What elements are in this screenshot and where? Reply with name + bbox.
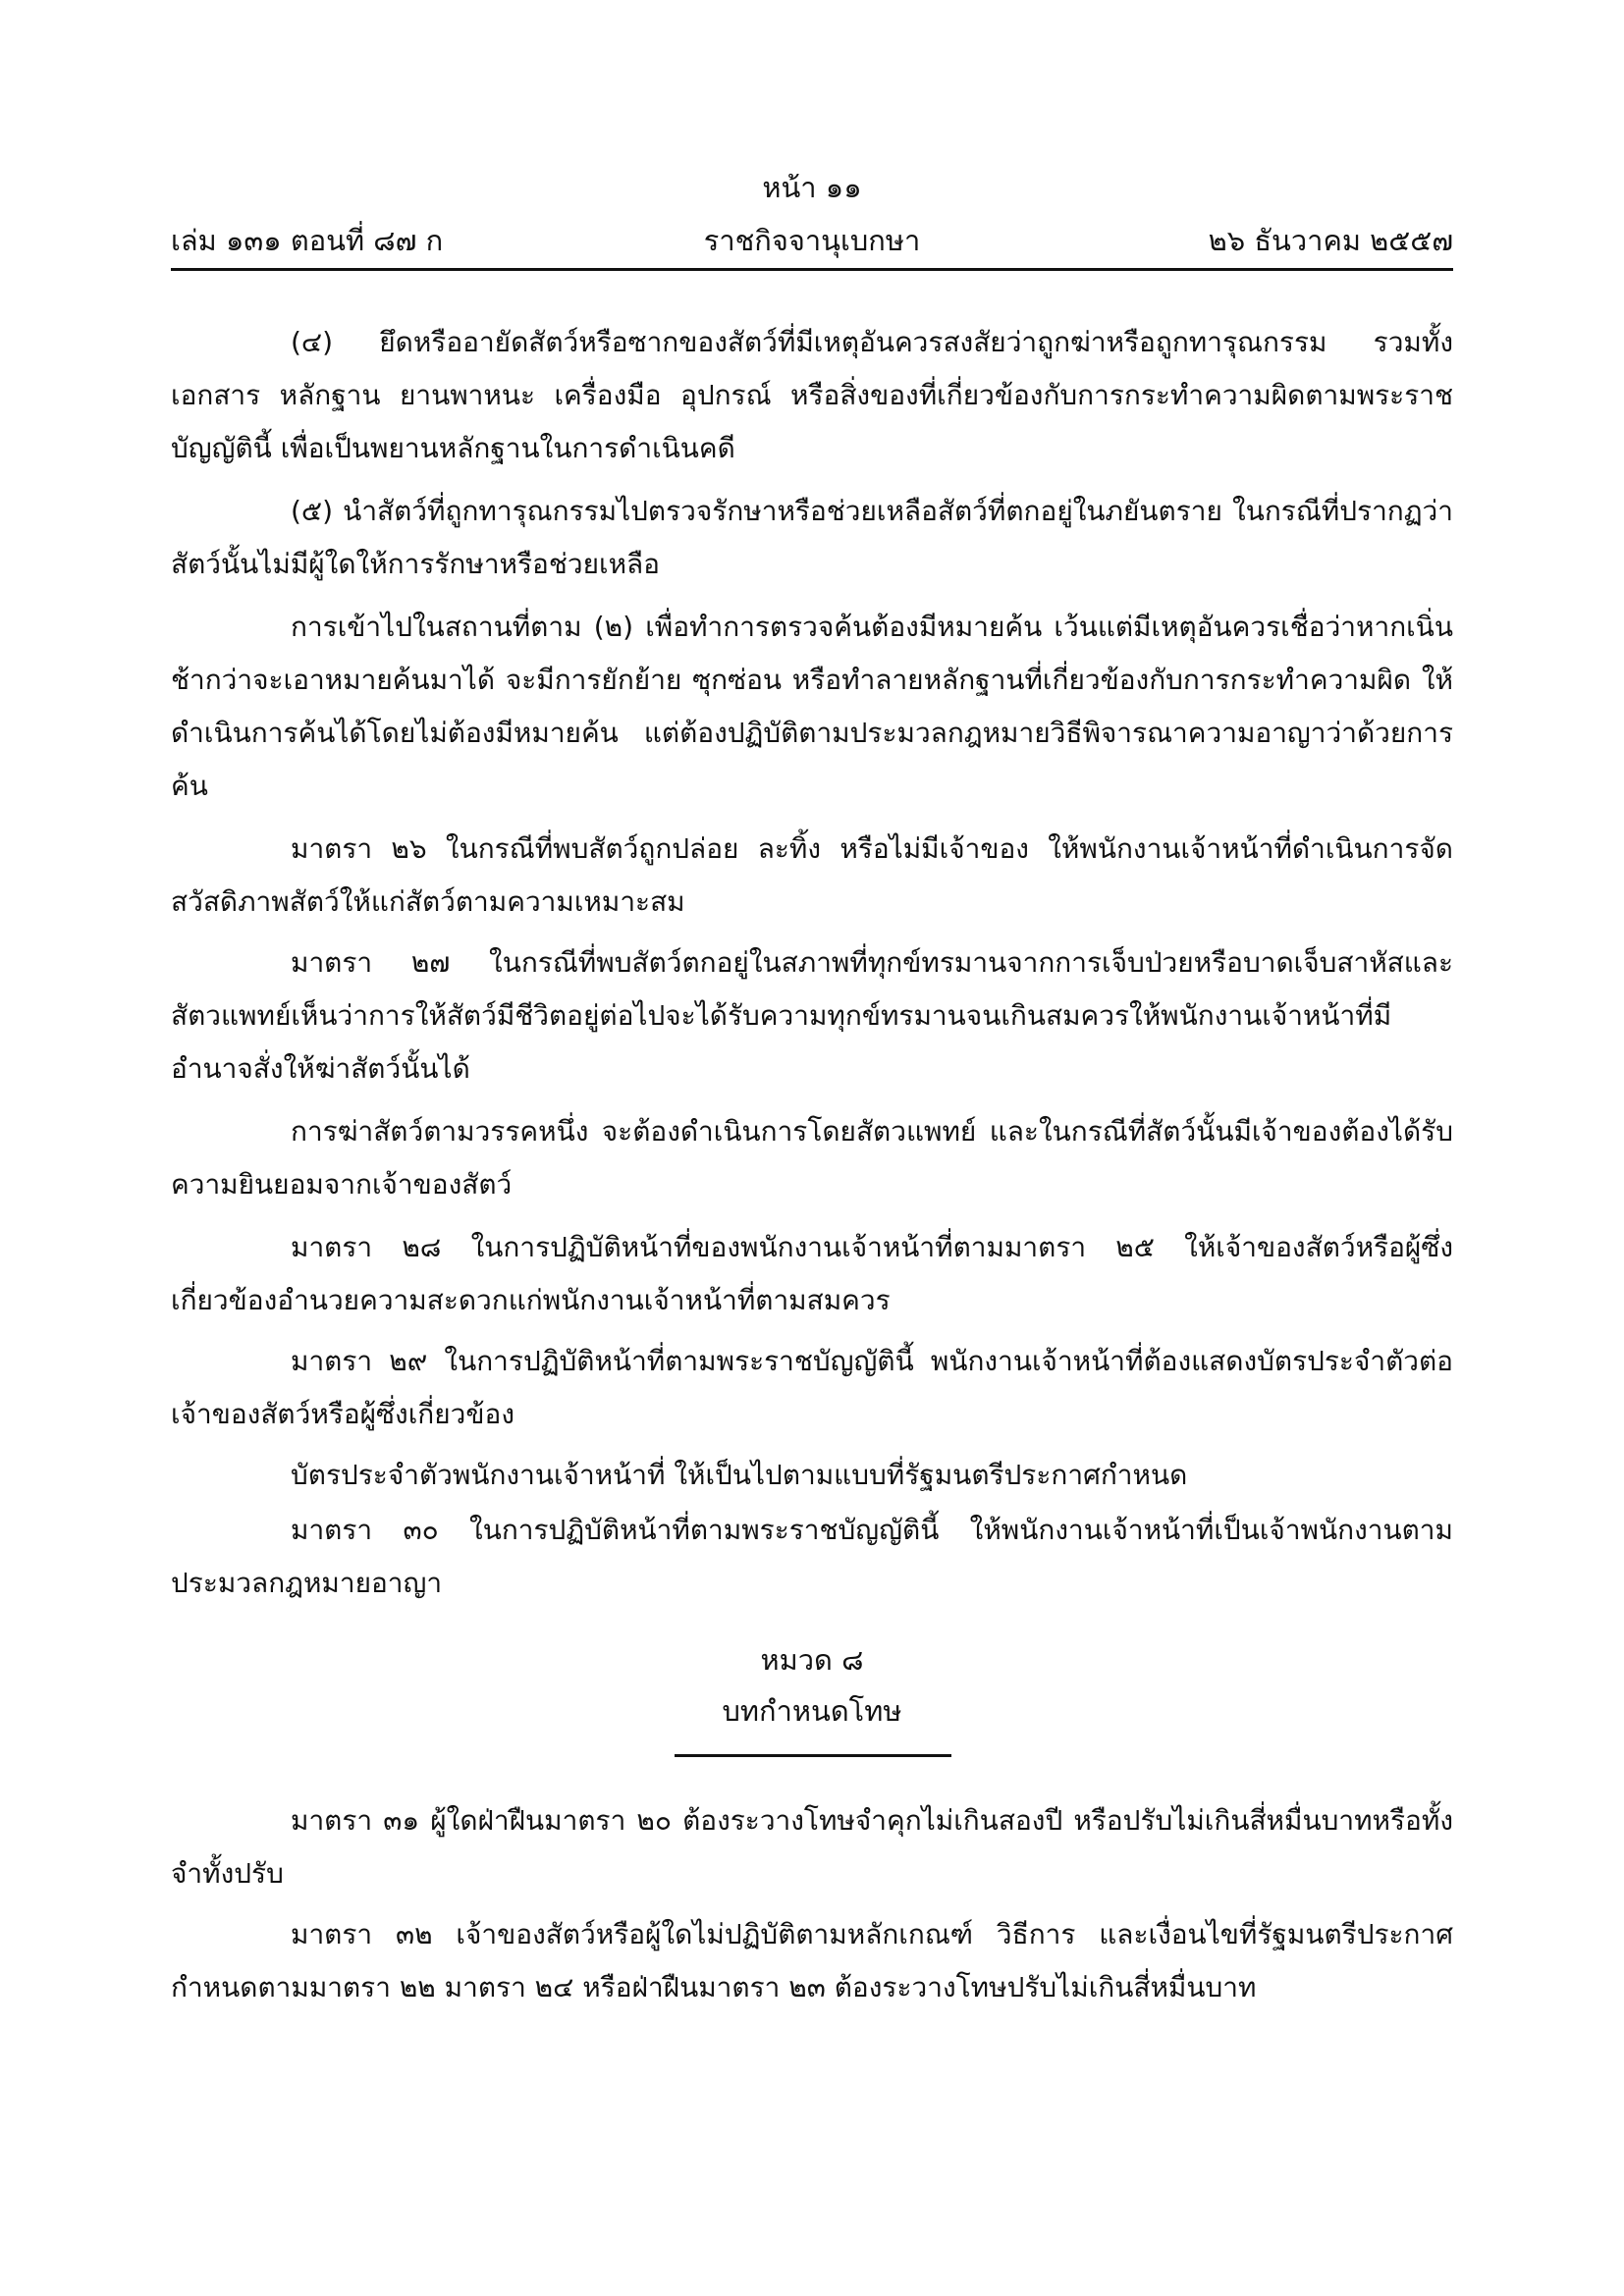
page-number: หน้า ๑๑ (762, 171, 862, 204)
section-32: มาตรา ๓๒ เจ้าของสัตว์หรือผู้ใดไม่ปฏิบัติตามหลักเกณฑ์ วิธีการ และเงื่อนไขที่รัฐมนตรีประกาศกำหนดตามมาตรา ๒๒ มาตรา ๒๔ หรือฝ่าฝืนมาตรา ๒๓ ต้องระวางโทษปรับไม่เกินสี่หมื่นบาท (171, 1918, 1453, 2003)
section-29: มาตรา ๒๙ ในการปฏิบัติหน้าที่ตามพระราชบัญญัตินี้ พนักงานเจ้าหน้าที่ต้องแสดงบัตรประจำตัวต่อเจ้าของสัตว์หรือผู้ซึ่งเกี่ยวข้อง (171, 1345, 1453, 1430)
paragraph-seize: (๔) ยึดหรืออายัดสัตว์หรือซากของสัตว์ที่มีเหตุอันควรสงสัยว่าถูกฆ่าหรือถูกทารุณกรรม รวมทั้งเอกสาร หลักฐาน ยานพาหนะ เครื่องมือ อุปกรณ์ หรือสิ่งของที่เกี่ยวข้องกับการกระทำความผิดตามพระราชบัญญัตินี้ เพื่อเป็นพยานหลักฐานในการดำเนินคดี (171, 326, 1453, 464)
paragraph-search-warrant: การเข้าไปในสถานที่ตาม (๒) เพื่อทำการตรวจค้นต้องมีหมายค้น เว้นแต่มีเหตุอันควรเชื่อว่าหากเนิ่นช้ากว่าจะเอาหมายค้นมาได้ จะมีการยักย้าย ซุกซ่อน หรือทำลายหลักฐานที่เกี่ยวข้องกับการกระทำความผิด ให้ดำเนินการค้นได้โดยไม่ต้องมีหมายค้น แต่ต้องปฏิบัติตามประมวลกฎหมายวิธีพิจารณาความอาญาว่าด้วยการค้น (171, 611, 1453, 802)
section-26: มาตรา ๒๖ ในกรณีที่พบสัตว์ถูกปล่อย ละทิ้ง หรือไม่มีเจ้าของ ให้พนักงานเจ้าหน้าที่ดำเนินการจัดสวัสดิภาพสัตว์ให้แก่สัตว์ตามความเหมาะสม (171, 832, 1453, 918)
section-27: มาตรา ๒๗ ในกรณีที่พบสัตว์ตกอยู่ในสภาพที่ทุกข์ทรมานจากการเจ็บป่วยหรือบาดเจ็บสาหัสและสัตวแพทย์เห็นว่าการให้สัตว์มีชีวิตอยู่ต่อไปจะได้รับความทุกข์ทรมานจนเกินสมควรให้พนักงานเจ้าหน้าที่มีอำนาจสั่งให้ฆ่าสัตว์นั้นได้ (171, 946, 1453, 1085)
chapter-number: หมวด ๘ (760, 1643, 864, 1677)
chapter-divider (675, 1754, 951, 1757)
header-divider (171, 268, 1453, 271)
running-header (171, 218, 1453, 257)
gazette-name: ราชกิจจานุเบกษา (703, 224, 921, 257)
paragraph-rescue: (๕) นำสัตว์ที่ถูกทารุณกรรมไปตรวจรักษาหรือช่วยเหลือสัตว์ที่ตกอยู่ในภยันตราย ในกรณีที่ปรากฏว่าสัตว์นั้นไม่มีผู้ใดให้การรักษาหรือช่วยเหลือ (171, 495, 1453, 580)
issue-date: ๒๖ ธันวาคม ๒๕๕๗ (1208, 224, 1453, 257)
chapter-title: บทกำหนดโทษ (722, 1694, 902, 1728)
section-30: มาตรา ๓๐ ในการปฏิบัติหน้าที่ตามพระราชบัญญัตินี้ ให้พนักงานเจ้าหน้าที่เป็นเจ้าพนักงานตามประมวลกฎหมายอาญา (171, 1514, 1453, 1599)
section-29-para-2: บัตรประจำตัวพนักงานเจ้าหน้าที่ ให้เป็นไปตามแบบที่รัฐมนตรีประกาศกำหนด (291, 1459, 1188, 1491)
volume-issue: เล่ม ๑๓๑ ตอนที่ ๘๗ ก (171, 224, 444, 257)
section-28: มาตรา ๒๘ ในการปฏิบัติหน้าที่ของพนักงานเจ้าหน้าที่ตามมาตรา ๒๕ ให้เจ้าของสัตว์หรือผู้ซึ่งเกี่ยวข้องอำนวยความสะดวกแก่พนักงานเจ้าหน้าที่ตามสมควร (171, 1231, 1453, 1316)
section-27-para-2: การฆ่าสัตว์ตามวรรคหนึ่ง จะต้องดำเนินการโดยสัตวแพทย์ และในกรณีที่สัตว์นั้นมีเจ้าของต้องได้รับความยินยอมจากเจ้าของสัตว์ (171, 1115, 1453, 1201)
section-31: มาตรา ๓๑ ผู้ใดฝ่าฝืนมาตรา ๒๐ ต้องระวางโทษจำคุกไม่เกินสองปี หรือปรับไม่เกินสี่หมื่นบาทหรือทั้งจำทั้งปรับ (171, 1804, 1453, 1890)
